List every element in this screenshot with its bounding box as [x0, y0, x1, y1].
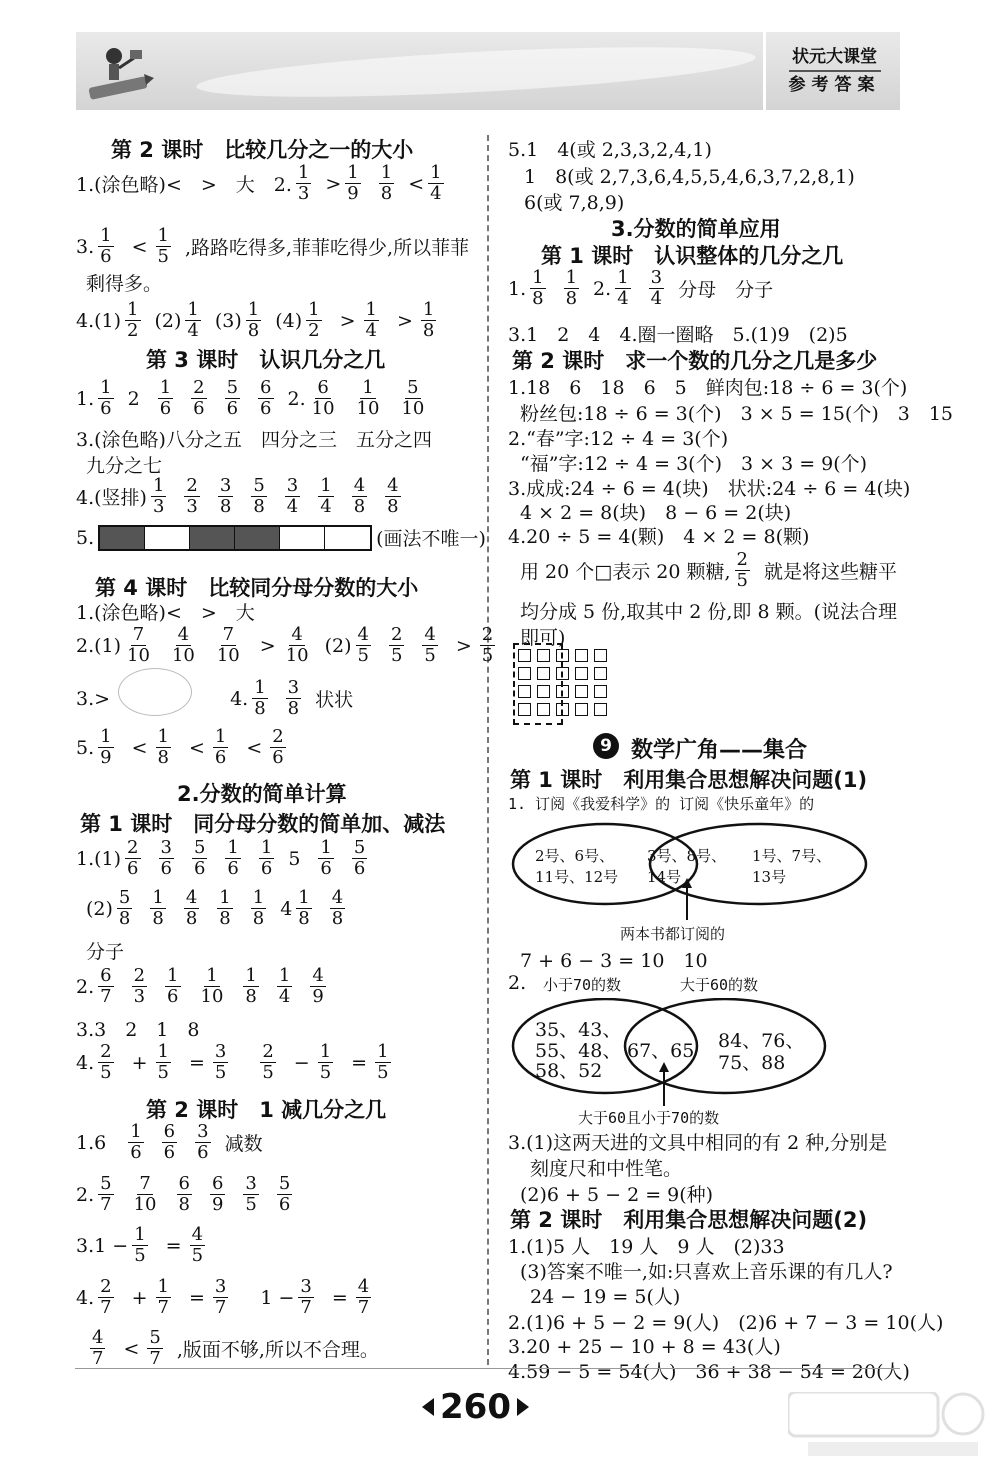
fraction: $\frac{3}{5}$	[245, 1173, 257, 1215]
fraction: $\frac{3}{5}$	[214, 1041, 227, 1083]
fraction: $\frac{1}{6}$	[100, 225, 112, 267]
answer-line	[76, 678, 353, 719]
brand-block	[763, 32, 903, 110]
operator: <	[408, 172, 425, 195]
answer-line: $\frac{4}{7}$ < $\frac{5}{7}$ ,版面不够,所以不合理。	[92, 1327, 379, 1369]
fraction: $\frac{2}{5}$	[390, 624, 403, 666]
answer-text: 2	[127, 387, 140, 410]
fraction: $\frac{1}{4}$	[278, 965, 291, 1007]
answer-text: 1.	[76, 387, 95, 410]
answer-text: 粉丝包:18 ÷ 6 = 3(个) 3 × 5 = 15(个) 3 15	[520, 403, 954, 425]
answer-text: 24 − 19 = 5(人)	[530, 1286, 681, 1308]
fraction: $\frac{4}{10}$	[285, 624, 309, 666]
answer-text: 5.	[76, 736, 95, 759]
fraction: $\frac{1}{2}$	[308, 299, 320, 341]
venn-label: 小于70的数	[543, 976, 622, 994]
answer-text: 3.(涂色略)八分之五 四分之三 五分之四	[76, 429, 432, 451]
fraction: $\frac{1}{3}$	[152, 475, 165, 517]
fraction: $\frac{5}{6}$	[226, 377, 239, 419]
fraction: $\frac{1}{5}$	[157, 225, 169, 267]
answer-line	[76, 524, 486, 551]
answer-text: 3.1 2 4 4.圈一圈略 5.(1)9 (2)5	[508, 324, 848, 346]
fraction: $\frac{1}{2}$	[127, 299, 139, 341]
answer-text: 1 −	[260, 1286, 295, 1309]
answer-text: “福”字:12 ÷ 4 = 3(个) 3 × 3 = 9(个)	[520, 453, 868, 475]
candy-square	[537, 685, 550, 698]
answer-line	[86, 888, 359, 929]
venn-text: 55、48、	[535, 1040, 622, 1062]
answer-text: 刻度尺和中性笔。	[530, 1158, 683, 1180]
fraction: $\frac{1}{4}$	[187, 299, 199, 341]
answer-text: (3)	[214, 309, 242, 332]
fraction: $\frac{2}{5}$	[736, 549, 748, 591]
answer-text: 1.	[508, 277, 527, 300]
fraction: $\frac{1}{4}$	[365, 299, 377, 341]
answer-line: 4. $\frac{2}{5}$ + $\frac{1}{5}$ = $\frac{3}{5}$ $\frac{2}{5}$ − $\frac{1}{5}$ = $\frac{1}{5}$	[76, 1041, 389, 1083]
venn-text: 67、65	[627, 1040, 695, 1062]
fraction: $\frac{1}{6}$	[214, 726, 227, 768]
fraction: $\frac{6}{9}$	[211, 1173, 224, 1215]
answer-line	[520, 550, 897, 591]
section-title: 2.分数的简单计算	[177, 782, 347, 806]
fraction: $\frac{2}{7}$	[100, 1276, 112, 1318]
answer-text: 2.(1)6 + 5 − 2 = 9(人) (2)6 + 7 − 3 = 10(人)	[508, 1312, 944, 1334]
answer-text: (画法不唯一)	[376, 528, 486, 550]
answer-text: 1.18 6 18 6 5 鲜肉包:18 ÷ 6 = 3(个)	[508, 377, 908, 399]
candy-square	[575, 649, 588, 662]
candy-square	[594, 649, 607, 662]
answer-line	[76, 838, 381, 879]
candy-square	[518, 685, 531, 698]
section-title: 第 1 课时 同分母分数的简单加、减法	[80, 812, 446, 836]
candy-square	[537, 649, 550, 662]
answer-text: 分子	[86, 941, 125, 963]
answer-text: (2)	[324, 634, 352, 657]
fraction: $\frac{3}{7}$	[214, 1276, 227, 1318]
fraction: $\frac{1}{8}$	[298, 887, 310, 929]
answer-text: 3.20 + 25 − 10 + 8 = 43(人)	[508, 1336, 781, 1358]
fraction: $\frac{2}{5}$	[262, 1041, 274, 1083]
answer-text: 3.1 −	[76, 1234, 129, 1257]
fraction: $\frac{4}{5}$	[191, 1224, 204, 1266]
section-title: 第 4 课时 比较同分母分数的大小	[95, 576, 419, 600]
answer-text: 减数	[224, 1133, 263, 1155]
answer-text: 4.20 ÷ 5 = 4(颗) 4 × 2 = 8(颗)	[508, 526, 810, 548]
section-title: 第 2 课时 利用集合思想解决问题(2)	[510, 1208, 868, 1232]
fraction: $\frac{5}{7}$	[100, 1173, 112, 1215]
venn-text: 13号	[752, 868, 787, 886]
fraction: $\frac{6}{7}$	[100, 965, 112, 1007]
section-title: 第 2 课时 求一个数的几分之几是多少	[512, 349, 878, 373]
arrow-left-icon	[420, 1396, 436, 1418]
answer-text: 4 × 2 = 8(块) 8 − 6 = 2(块)	[520, 502, 792, 524]
fraction: $\frac{4}{7}$	[92, 1327, 104, 1369]
fraction: $\frac{1}{8}$	[422, 299, 435, 341]
fraction: $\frac{6}{10}$	[311, 377, 335, 419]
page-number-text: 260	[440, 1387, 511, 1427]
answer-text: (2)	[154, 309, 182, 332]
fraction: $\frac{1}{4}$	[617, 267, 629, 309]
banner-swoosh	[195, 37, 756, 106]
fraction: $\frac{1}{6}$	[227, 837, 239, 879]
fraction: $\frac{1}{8}$	[247, 299, 260, 341]
fraction: $\frac{4}{8}$	[353, 475, 366, 517]
answer-text: 1.(涂色略)< > 大	[76, 602, 255, 624]
answer-line: 5. $\frac{1}{9}$ < $\frac{1}{8}$ < $\frac{1}{6}$ < $\frac{2}{6}$	[76, 726, 284, 768]
shaded-bar-diagram	[98, 525, 372, 551]
answer-text: 4.	[230, 687, 249, 710]
answer-line: 3.1 − $\frac{1}{5}$ = $\frac{4}{5}$	[76, 1224, 204, 1266]
footer-rule	[75, 1368, 900, 1369]
candy-square	[518, 703, 531, 716]
fraction: $\frac{1}{3}$	[297, 162, 310, 204]
fraction: $\frac{5}{7}$	[149, 1327, 161, 1369]
answer-line	[76, 378, 440, 419]
answer-text: 5.	[76, 526, 95, 549]
student-on-pencil-logo	[84, 38, 154, 104]
fraction: $\frac{4}{9}$	[312, 965, 324, 1007]
fraction: $\frac{1}{8}$	[152, 887, 164, 929]
answer-text: 3.3 2 1 8	[76, 1019, 200, 1041]
answer-text: 均分成 5 份,取其中 2 份,即 8 颗。(说法合理	[520, 601, 897, 623]
fraction: $\frac{1}{6}$	[167, 965, 179, 1007]
answer-text: 5	[288, 847, 301, 870]
stamp-watermark	[118, 668, 192, 716]
fraction: $\frac{7}{10}$	[127, 624, 150, 666]
fraction: $\frac{2}{5}$	[481, 624, 494, 666]
fraction: $\frac{2}{6}$	[272, 726, 284, 768]
answer-text: 1. 订阅《我爱科学》的 订阅《快乐童年》的	[508, 795, 815, 813]
venn-label: 大于60的数	[680, 976, 759, 994]
answer-text: 1.(涂色略)< > 大 2.	[76, 174, 292, 196]
candy-square	[594, 667, 607, 680]
candy-square	[556, 685, 569, 698]
answer-text: 2.	[287, 387, 306, 410]
answer-line	[76, 966, 340, 1007]
column-divider	[487, 135, 489, 1365]
fraction: $\frac{1}{9}$	[347, 162, 359, 204]
section-title: 第 1 课时 利用集合思想解决问题(1)	[510, 768, 868, 792]
answer-text: (2)6 + 5 − 2 = 9(种)	[520, 1184, 714, 1206]
fraction: $\frac{6}{8}$	[178, 1173, 190, 1215]
answer-text: 分母 分子	[678, 279, 774, 301]
fraction: $\frac{3}{4}$	[286, 475, 299, 517]
venn-text: 2号、6号、	[535, 847, 615, 865]
answer-text: 2.(1)	[76, 634, 122, 657]
fraction: $\frac{2}{6}$	[127, 837, 139, 879]
answer-line	[76, 476, 415, 517]
fraction: $\frac{1}{8}$	[565, 267, 578, 309]
answer-text: 2.	[76, 975, 95, 998]
answer-line: 2.(1) $\frac{7}{10}$ $\frac{4}{10}$ $\frac{7}{10}$ > $\frac{4}{10}$ (2) $\frac{4}{5}$ $\frac{2}{5}$ $\frac{4}{5}$ > $\frac{2}{5}$	[76, 624, 494, 666]
answer-text: 5.1 4(或 2,3,3,2,4,1)	[508, 139, 712, 161]
fraction: $\frac{1}{10}$	[356, 377, 380, 419]
answer-text: ,版面不够,所以不合理。	[176, 1339, 379, 1361]
answer-text: 状状	[315, 689, 354, 711]
section-title: 第 2 课时 1 减几分之几	[146, 1098, 387, 1122]
fraction: $\frac{5}{6}$	[193, 837, 206, 879]
fraction: $\frac{1}{6}$	[260, 837, 273, 879]
fraction: $\frac{2}{6}$	[193, 377, 205, 419]
answer-line	[76, 163, 458, 204]
fraction: $\frac{1}{4}$	[430, 162, 442, 204]
fraction: $\frac{5}{8}$	[253, 475, 265, 517]
answer-text: 1.(1)5 人 19 人 9 人 (2)33	[508, 1236, 785, 1258]
answer-text: (3)答案不唯一,如:只喜欢上音乐课的有几人?	[520, 1261, 893, 1283]
venn-text: 3号、8号、	[647, 847, 727, 865]
answer-text: 4	[280, 897, 293, 920]
fraction: $\frac{3}{8}$	[287, 677, 300, 719]
candy-square	[594, 685, 607, 698]
venn-text: 75、88	[718, 1052, 786, 1074]
section-title: 第 3 课时 认识几分之几	[146, 348, 386, 372]
answer-line	[508, 268, 773, 309]
fraction: $\frac{1}{6}$	[159, 377, 172, 419]
answer-text: 1.6	[76, 1131, 107, 1154]
answer-line: 4. $\frac{2}{7}$ + $\frac{1}{7}$ = $\frac{3}{7}$ 1 − $\frac{3}{7}$ = $\frac{4}{7}$	[76, 1276, 370, 1318]
venn-text: 1号、7号、	[752, 847, 832, 865]
candy-square	[537, 703, 550, 716]
venn-caption: 大于60且小于70的数	[578, 1109, 720, 1127]
fraction: $\frac{1}{5}$	[134, 1224, 146, 1266]
candy-square	[575, 703, 588, 716]
section-title: 第 2 课时 比较几分之一的大小	[111, 138, 414, 162]
venn-text: 84、76、	[718, 1030, 805, 1052]
fraction: $\frac{5}{6}$	[353, 837, 366, 879]
fraction: $\frac{1}{6}$	[130, 1121, 142, 1163]
candy-square	[575, 685, 588, 698]
answer-text: 1 8(或 2,7,3,6,4,5,5,4,6,3,7,2,8,1)	[524, 166, 855, 188]
fraction: $\frac{5}{8}$	[118, 887, 131, 929]
fraction: $\frac{1}{8}$	[254, 677, 266, 719]
candy-square	[575, 667, 588, 680]
fraction: $\frac{1}{6}$	[100, 377, 112, 419]
candy-square	[518, 649, 531, 662]
fraction: $\frac{1}{9}$	[100, 726, 112, 768]
fraction: $\frac{4}{5}$	[357, 624, 369, 666]
venn-text: 14号	[647, 868, 682, 886]
fraction: $\frac{1}{8}$	[252, 887, 265, 929]
section-title: 第 1 课时 认识整体的几分之几	[541, 244, 844, 268]
fraction: $\frac{3}{7}$	[300, 1276, 312, 1318]
answer-text: 即可)	[520, 627, 566, 649]
section-title: 3.分数的简单应用	[611, 217, 781, 241]
answer-line: 3. $\frac{1}{6}$ < $\frac{1}{5}$ ,路路吃得多,菲菲吃得少,所以菲菲	[76, 225, 470, 267]
fraction: $\frac{1}{8}$	[219, 887, 231, 929]
candy-square	[537, 667, 550, 680]
answer-text: 6(或 7,8,9)	[524, 192, 625, 214]
answer-text: 1.(1)	[76, 847, 122, 870]
venn-text: 58、52	[535, 1060, 603, 1082]
fraction: $\frac{4}{8}$	[185, 887, 198, 929]
brand-line-1: 状元大课堂	[792, 47, 877, 67]
fraction: $\frac{4}{8}$	[387, 475, 399, 517]
answer-text: 4.(竖排)	[76, 487, 147, 509]
venn-text: 11号、12号	[535, 868, 619, 886]
fraction: $\frac{1}{6}$	[320, 837, 332, 879]
answer-text: 2.	[508, 972, 527, 994]
fraction: $\frac{1}{5}$	[157, 1041, 169, 1083]
fraction: $\frac{7}{10}$	[216, 624, 240, 666]
page-number	[420, 1387, 531, 1427]
fraction: $\frac{4}{7}$	[357, 1276, 370, 1318]
fraction: $\frac{3}{6}$	[197, 1121, 209, 1163]
fraction: $\frac{5}{10}$	[401, 377, 425, 419]
answer-text: 3.成成:24 ÷ 6 = 4(块) 状状:24 ÷ 6 = 4(块)	[508, 478, 911, 500]
candy-square	[556, 703, 569, 716]
fraction: $\frac{1}{8}$	[157, 726, 169, 768]
answer-text: 用 20 个□表示 20 颗糖,	[520, 561, 731, 583]
answer-line	[76, 1122, 263, 1163]
candy-square	[518, 667, 531, 680]
answer-text: 7 + 6 − 3 = 10 10	[520, 950, 708, 972]
unit-number-badge: 9	[593, 733, 619, 759]
fraction: $\frac{4}{10}$	[171, 624, 195, 666]
answer-text: 就是将这些糖平	[763, 561, 897, 583]
fraction: $\frac{3}{4}$	[650, 267, 663, 309]
candy-square	[556, 649, 569, 662]
fraction: $\frac{6}{6}$	[163, 1121, 176, 1163]
fraction: $\frac{2}{3}$	[186, 475, 198, 517]
answer-text: 2.	[76, 1183, 95, 1206]
fraction: $\frac{3}{8}$	[219, 475, 232, 517]
answer-text: 3.(1)这两天进的文具中相同的有 2 种,分别是	[508, 1132, 888, 1154]
answer-text: 2.	[593, 277, 612, 300]
fraction: $\frac{1}{4}$	[320, 475, 332, 517]
fraction: $\frac{1}{8}$	[245, 965, 257, 1007]
fraction: $\frac{1}{8}$	[380, 162, 393, 204]
answer-line	[76, 1174, 306, 1215]
fraction: $\frac{1}{5}$	[319, 1041, 332, 1083]
answer-text: 剩得多。	[86, 273, 163, 295]
operator: >	[325, 172, 342, 195]
unit-title: 数学广角——集合	[631, 738, 808, 763]
fraction: $\frac{1}{7}$	[157, 1276, 169, 1318]
brand-line-2: 参考答案	[789, 70, 881, 98]
fraction: $\frac{1}{5}$	[377, 1041, 389, 1083]
watermark-logo	[788, 1392, 988, 1462]
fraction: $\frac{7}{10}$	[133, 1173, 157, 1215]
answer-text: 4.	[76, 1286, 95, 1309]
candy-square	[594, 703, 607, 716]
venn-text: 35、43、	[535, 1019, 622, 1041]
answer-text: (4)	[275, 309, 303, 332]
venn-caption: 两本书都订阅的	[620, 925, 726, 943]
fraction: $\frac{2}{5}$	[100, 1041, 112, 1083]
answer-line: 4.(1) $\frac{1}{2}$ (2) $\frac{1}{4}$ (3) $\frac{1}{8}$ (4) $\frac{1}{2}$ > $\frac{1}{4}$ > $\frac{1}{8}$	[76, 299, 435, 341]
fraction: $\frac{1}{8}$	[532, 267, 544, 309]
fraction: $\frac{1}{10}$	[200, 965, 224, 1007]
answer-text: 4.(1)	[76, 309, 122, 332]
fraction: $\frac{3}{6}$	[160, 837, 172, 879]
answer-text: 2.“春”字:12 ÷ 4 = 3(个)	[508, 428, 729, 450]
fraction: $\frac{6}{6}$	[260, 377, 272, 419]
answer-text: 4.59 − 5 = 54(人) 36 + 38 − 54 = 20(人)	[508, 1361, 910, 1383]
answer-text: 九分之七	[86, 455, 163, 477]
answer-text: 4.	[76, 1051, 95, 1074]
fraction: $\frac{2}{3}$	[133, 965, 146, 1007]
fraction: $\frac{4}{8}$	[331, 887, 344, 929]
candy-square	[556, 667, 569, 680]
fraction: $\frac{5}{6}$	[278, 1173, 291, 1215]
answer-text: 3.>	[76, 687, 111, 710]
fraction: $\frac{4}{5}$	[424, 624, 436, 666]
arrow-right-icon	[515, 1396, 531, 1418]
answer-text: ,路路吃得多,菲菲吃得少,所以菲菲	[184, 237, 470, 259]
answer-text: (2)	[86, 897, 113, 920]
